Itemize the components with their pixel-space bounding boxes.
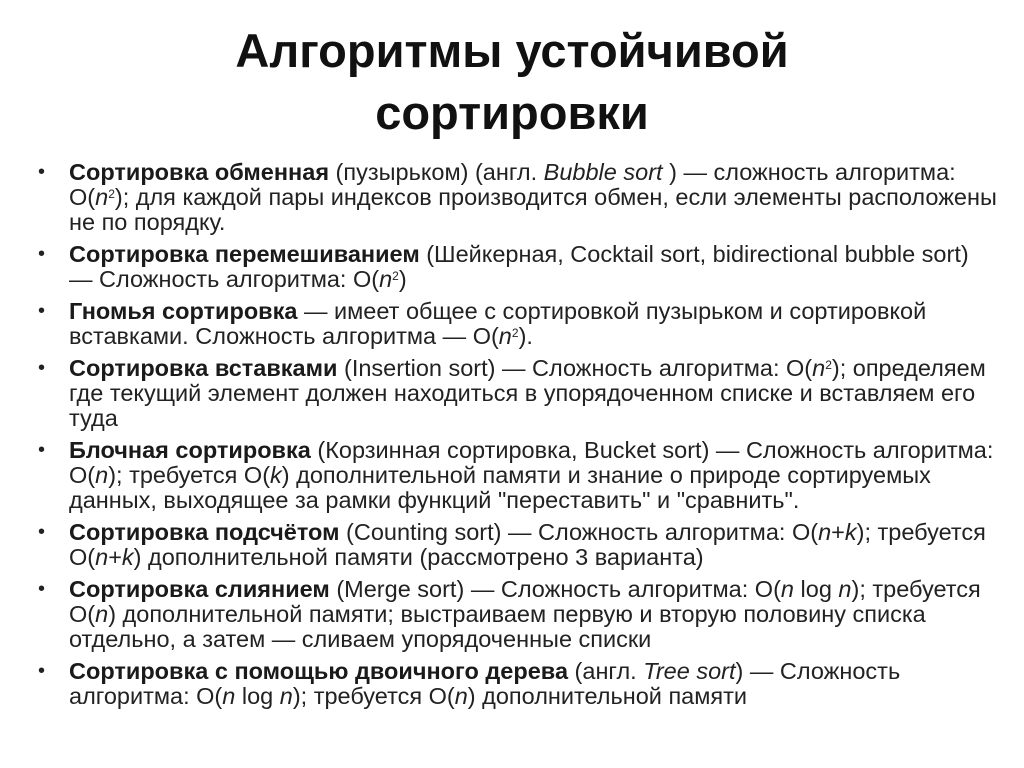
item-superscript: 2 (108, 187, 115, 201)
item-text: n (95, 184, 109, 210)
item-text: Bubble sort (543, 159, 663, 185)
item-text: (Шейкерная, Cocktail sort, bidirectional bubble sort) — Сложность алгоритма: O( (69, 241, 969, 292)
bullet-icon: • (38, 439, 46, 461)
item-term: Сортировка слиянием (69, 576, 330, 602)
item-text: ); требуется O( (292, 683, 455, 709)
item-term: Сортировка с помощью двоичного дерева (69, 658, 569, 684)
item-text: n (95, 462, 109, 488)
item-text: (Insertion sort) — Сложность алгоритма: O( (337, 355, 813, 381)
list-item-tree-sort (38, 659, 998, 709)
item-text: n (818, 519, 832, 545)
item-term: Сортировка вставками (69, 355, 338, 381)
item-text: (Counting sort) — Сложность алгоритма: O( (339, 519, 819, 545)
item-text: ) — сложность алгоритма: O( (69, 159, 956, 210)
item-text: ); требуется O( (69, 576, 981, 627)
item-term: Гномья сортировка (69, 298, 298, 324)
bullet-icon: • (38, 300, 46, 322)
item-text: ). (518, 323, 533, 349)
title-line-2: сортировки (375, 86, 649, 139)
item-text: ); требуется O( (108, 462, 271, 488)
item-text: ); для каждой пары индексов производится обмен, если элементы расположены не по порядку. (69, 184, 997, 235)
list-item-cocktail-sort (38, 242, 998, 292)
item-text: n (379, 266, 393, 292)
item-text: ) дополнительной памяти и знание о природе сортируемых данных, выходящее за рамки функций "переставить" и "сравнить". (69, 462, 931, 513)
item-superscript: 2 (392, 269, 399, 283)
slide-title (0, 20, 1024, 144)
list-item-bucket-sort (38, 438, 998, 513)
item-text: ) дополнительной памяти; выстраиваем первую и вторую половину списка отдельно, а затем — сливаем упорядоченные списки (69, 601, 926, 652)
item-text: ); требуется O( (69, 519, 986, 570)
bullet-icon: • (38, 578, 46, 600)
bullet-icon: • (38, 521, 46, 543)
item-superscript: 2 (825, 358, 832, 372)
item-text: n (222, 683, 236, 709)
item-text: (Merge sort) — Сложность алгоритма: O( (329, 576, 781, 602)
item-text: n (498, 323, 512, 349)
item-text: ) — Сложность алгоритма: O( (69, 658, 901, 709)
item-text: n (95, 601, 109, 627)
item-term: Блочная сортировка (69, 437, 311, 463)
list-item-gnome-sort (38, 299, 998, 349)
item-text: + (108, 544, 122, 570)
bullet-icon: • (38, 161, 46, 183)
item-text: ); определяем где текущий элемент должен находиться в упорядоченном списке и вставляем его туда (69, 355, 986, 431)
title-line-1: Алгоритмы устойчивой (235, 24, 789, 77)
item-text: ) дополнительной памяти (467, 683, 748, 709)
item-text: (пузырьком) (англ. (329, 159, 544, 185)
item-text: k (270, 462, 282, 488)
list-item-insertion-sort (38, 356, 998, 431)
item-text: + (831, 519, 845, 545)
item-text: n (780, 576, 794, 602)
item-text: n (279, 683, 293, 709)
item-text: Tree sort (643, 658, 736, 684)
bullet-icon: • (38, 660, 46, 682)
item-text: ) (398, 266, 407, 292)
item-text: (Корзинная сортировка, Bucket sort) — Сложность алгоритма: O( (69, 437, 994, 488)
list-item-merge-sort (38, 577, 998, 652)
list-item-bubble-sort (38, 160, 998, 235)
bullet-icon: • (38, 243, 46, 265)
item-superscript: 2 (511, 326, 519, 340)
bullet-list (38, 160, 998, 716)
item-text: n (812, 355, 826, 381)
item-text: n (95, 544, 109, 570)
item-term: Сортировка подсчётом (69, 519, 340, 545)
item-text: k (844, 519, 857, 545)
bullet-icon: • (38, 357, 46, 379)
item-text: k (121, 544, 134, 570)
item-text: (англ. (568, 658, 644, 684)
item-text: ) дополнительной памяти (рассмотрено 3 варианта) (133, 544, 704, 570)
item-text: log (235, 683, 280, 709)
list-item-counting-sort (38, 520, 998, 570)
item-term: Сортировка перемешиванием (69, 241, 420, 267)
item-text: log (794, 576, 839, 602)
item-text: n (838, 576, 852, 602)
item-text: — имеет общее с сортировкой пузырьком и сортировкой вставками. Сложность алгоритма — O( (69, 298, 927, 349)
item-term: Сортировка обменная (69, 159, 330, 185)
item-text: n (454, 683, 468, 709)
